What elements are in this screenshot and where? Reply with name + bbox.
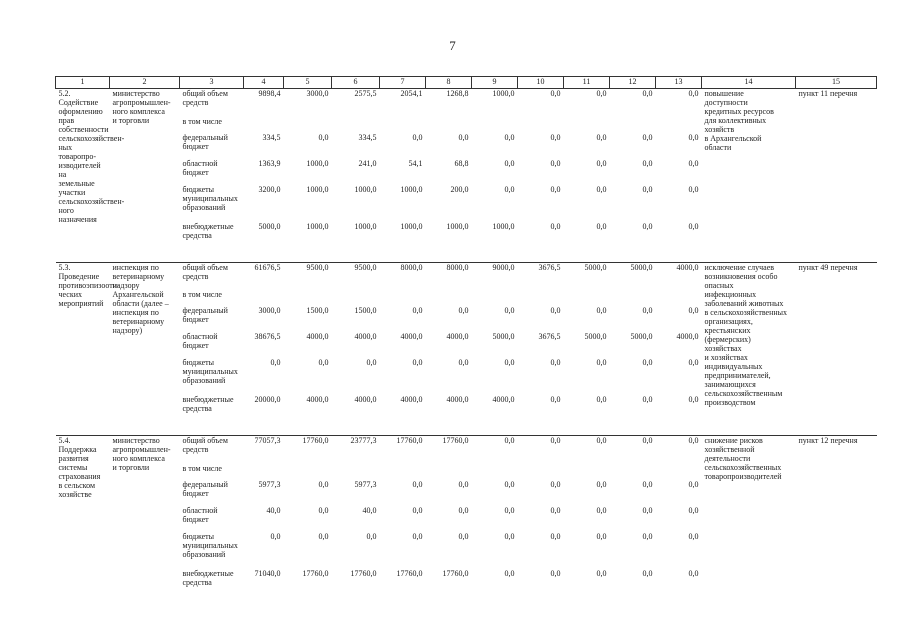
amount-cell (426, 117, 472, 133)
amount-cell (610, 117, 656, 133)
amount-cell: 0,0 (642, 158, 653, 168)
amount-cell: 0,0 (596, 132, 607, 142)
header-row (56, 77, 877, 89)
column-header: 1 (56, 77, 110, 89)
executor: министерство агропромышлен- ного комплекса и торговли (110, 89, 180, 248)
amount-cell: 0,0 (504, 531, 515, 541)
amount-cell: 2575,5 (332, 89, 380, 117)
amount-cell: 40,0 (362, 505, 377, 515)
amount-cell: 0,0 (412, 306, 423, 315)
amount-cell (332, 290, 380, 306)
amount-cell: 5000,0 (610, 262, 656, 290)
funding-source: федеральный бюджет (182, 306, 228, 324)
amount-cell: 4000,0 (446, 395, 469, 404)
amount-cell: 0,0 (688, 184, 699, 194)
amount-cell: 0,0 (412, 132, 423, 142)
amount-cell: 1000,0 (306, 221, 329, 231)
amount-cell: 0,0 (504, 568, 515, 578)
amount-cell: 1000,0 (354, 184, 377, 194)
amount-cell: 0,0 (550, 395, 561, 404)
column-header: 8 (426, 77, 472, 89)
amount-cell: 5000,0 (564, 262, 610, 290)
amount-cell: 17760,0 (442, 568, 469, 578)
amount-cell: 4000,0 (676, 332, 699, 341)
amount-cell: 0,0 (550, 158, 561, 168)
funding-source: общий объем средств (180, 89, 244, 117)
gap-cell (56, 248, 877, 263)
amount-cell (610, 290, 656, 306)
budget-table (55, 76, 877, 595)
expected-result: исключение случаев возникновения особо опасных инфекционных заболеваний животных в сельскохозяйственных организациях, крестьянских (фермерских) хозяйствах и хозяйствах индивидуальных предпринимателей, занимающихся сельскохозяйственным производством (702, 262, 796, 421)
funding-source: областной бюджет (182, 332, 218, 350)
amount-cell (244, 117, 284, 133)
column-header: 6 (332, 77, 380, 89)
amount-cell: 1000,0 (492, 221, 515, 231)
amount-cell: 1268,8 (426, 89, 472, 117)
amount-cell: 1500,0 (306, 306, 329, 315)
amount-cell: 0,0 (688, 531, 699, 541)
amount-cell: 0,0 (656, 89, 702, 117)
amount-cell: 0,0 (458, 505, 469, 515)
amount-cell: 0,0 (642, 184, 653, 194)
amount-cell: 3676,5 (538, 332, 561, 341)
column-header: 7 (380, 77, 426, 89)
amount-cell: 0,0 (366, 531, 377, 541)
amount-cell: 0,0 (366, 358, 377, 367)
amount-cell (518, 464, 564, 480)
column-header: 14 (702, 77, 796, 89)
amount-cell (518, 290, 564, 306)
executor: министерство агропромышлен- ного комплекса и торговли (110, 436, 180, 595)
amount-cell: 0,0 (642, 306, 653, 315)
amount-cell: 0,0 (458, 479, 469, 489)
amount-cell: 4000,0 (306, 395, 329, 404)
amount-cell (564, 464, 610, 480)
amount-cell: 0,0 (642, 531, 653, 541)
amount-cell: 3000,0 (258, 306, 281, 315)
amount-cell: 0,0 (458, 358, 469, 367)
amount-cell: 0,0 (458, 306, 469, 315)
amount-cell: 0,0 (412, 479, 423, 489)
amount-cell: 0,0 (318, 505, 329, 515)
funding-source: федеральный бюджет (182, 132, 228, 151)
amount-cell (284, 290, 332, 306)
amount-cell: 0,0 (504, 184, 515, 194)
list-reference: пункт 12 перечня (796, 436, 877, 595)
amount-cell: 0,0 (642, 505, 653, 515)
amount-cell: 0,0 (270, 531, 281, 541)
amount-cell: 23777,3 (332, 436, 380, 464)
amount-cell: 0,0 (688, 306, 699, 315)
amount-cell (656, 117, 702, 133)
amount-cell: 0,0 (688, 395, 699, 404)
amount-cell: 0,0 (596, 184, 607, 194)
column-header: 9 (472, 77, 518, 89)
amount-cell: 1000,0 (354, 221, 377, 231)
amount-cell: 4000,0 (492, 395, 515, 404)
column-header: 4 (244, 77, 284, 89)
table-row (56, 89, 877, 117)
amount-cell: 0,0 (550, 358, 561, 367)
amount-cell: 0,0 (688, 358, 699, 367)
amount-cell: 0,0 (596, 531, 607, 541)
amount-cell: 1000,0 (472, 89, 518, 117)
amount-cell: 1000,0 (306, 184, 329, 194)
amount-cell: 17760,0 (350, 568, 377, 578)
amount-cell: 0,0 (596, 505, 607, 515)
amount-cell: 0,0 (550, 531, 561, 541)
column-header: 10 (518, 77, 564, 89)
amount-cell: 9000,0 (472, 262, 518, 290)
column-header: 3 (180, 77, 244, 89)
amount-cell: 2054,1 (380, 89, 426, 117)
amount-cell: 0,0 (412, 531, 423, 541)
amount-cell: 1000,0 (306, 158, 329, 168)
amount-cell (332, 117, 380, 133)
amount-cell: 0,0 (504, 479, 515, 489)
amount-cell: 0,0 (550, 505, 561, 515)
funding-source: общий объем средств (180, 436, 244, 464)
amount-cell: 1363,9 (258, 158, 281, 168)
amount-cell: 0,0 (642, 132, 653, 142)
amount-cell (564, 290, 610, 306)
amount-cell: 3000,0 (284, 89, 332, 117)
amount-cell: 0,0 (412, 505, 423, 515)
amount-cell: 1000,0 (446, 221, 469, 231)
amount-cell: 0,0 (564, 436, 610, 464)
funding-source: в том числе (182, 116, 222, 126)
amount-cell (426, 464, 472, 480)
amount-cell: 0,0 (504, 158, 515, 168)
amount-cell: 17760,0 (302, 568, 329, 578)
amount-cell: 0,0 (318, 531, 329, 541)
amount-cell (472, 464, 518, 480)
amount-cell: 4000,0 (446, 332, 469, 341)
amount-cell: 68,8 (454, 158, 469, 168)
funding-source: в том числе (182, 463, 222, 473)
amount-cell: 0,0 (596, 568, 607, 578)
funding-source: бюджеты муниципальных образований (182, 358, 238, 385)
amount-cell: 4000,0 (656, 262, 702, 290)
amount-cell: 5000,0 (630, 332, 653, 341)
amount-cell (284, 117, 332, 133)
amount-cell: 1500,0 (354, 306, 377, 315)
amount-cell: 20000,0 (254, 395, 281, 404)
amount-cell: 8000,0 (380, 262, 426, 290)
section-gap (56, 421, 877, 436)
column-header: 15 (796, 77, 877, 89)
amount-cell: 334,5 (358, 132, 377, 142)
amount-cell: 9500,0 (332, 262, 380, 290)
amount-cell (656, 464, 702, 480)
amount-cell: 0,0 (318, 358, 329, 367)
amount-cell: 0,0 (596, 158, 607, 168)
page-number: 7 (449, 38, 456, 53)
amount-cell: 0,0 (610, 436, 656, 464)
amount-cell: 9898,4 (244, 89, 284, 117)
amount-cell: 0,0 (688, 132, 699, 142)
list-reference: пункт 11 перечня (796, 89, 877, 248)
amount-cell: 5000,0 (584, 332, 607, 341)
amount-cell: 0,0 (596, 358, 607, 367)
amount-cell: 0,0 (270, 358, 281, 367)
amount-cell: 0,0 (688, 158, 699, 168)
amount-cell: 4000,0 (400, 332, 423, 341)
table-row (56, 436, 877, 464)
amount-cell: 0,0 (656, 436, 702, 464)
amount-cell: 0,0 (550, 568, 561, 578)
amount-cell: 0,0 (642, 568, 653, 578)
amount-cell: 0,0 (688, 221, 699, 231)
amount-cell: 0,0 (596, 479, 607, 489)
amount-cell: 241,0 (358, 158, 377, 168)
amount-cell: 0,0 (642, 358, 653, 367)
amount-cell: 0,0 (458, 132, 469, 142)
amount-cell: 4000,0 (354, 395, 377, 404)
amount-cell: 17760,0 (380, 436, 426, 464)
amount-cell (426, 290, 472, 306)
amount-cell: 0,0 (550, 132, 561, 142)
amount-cell: 200,0 (450, 184, 469, 194)
amount-cell: 5000,0 (258, 221, 281, 231)
amount-cell: 0,0 (504, 306, 515, 315)
amount-cell: 0,0 (504, 358, 515, 367)
amount-cell: 0,0 (318, 132, 329, 142)
amount-cell: 0,0 (642, 221, 653, 231)
amount-cell: 0,0 (550, 221, 561, 231)
amount-cell: 4000,0 (400, 395, 423, 404)
amount-cell (332, 464, 380, 480)
amount-cell: 38676,5 (254, 332, 281, 341)
funding-source: бюджеты муниципальных образований (182, 531, 238, 559)
amount-cell (564, 117, 610, 133)
amount-cell (610, 464, 656, 480)
amount-cell: 0,0 (642, 395, 653, 404)
amount-cell (380, 464, 426, 480)
amount-cell: 4000,0 (306, 332, 329, 341)
amount-cell (472, 117, 518, 133)
amount-cell: 0,0 (550, 479, 561, 489)
amount-cell: 334,5 (262, 132, 281, 142)
funding-source: бюджеты муниципальных образований (182, 184, 238, 212)
amount-cell (656, 290, 702, 306)
amount-cell (380, 117, 426, 133)
amount-cell (244, 290, 284, 306)
amount-cell: 0,0 (596, 306, 607, 315)
amount-cell: 0,0 (504, 505, 515, 515)
amount-cell (380, 290, 426, 306)
funding-source: в том числе (182, 290, 222, 299)
amount-cell: 1000,0 (400, 221, 423, 231)
amount-cell: 61676,5 (244, 262, 284, 290)
amount-cell: 0,0 (688, 505, 699, 515)
funding-source: областной бюджет (182, 158, 218, 177)
column-header: 5 (284, 77, 332, 89)
expected-result: снижение рисков хозяйственной деятельности сельскохозяйственных товаропроизводителей (702, 436, 796, 595)
funding-source: федеральный бюджет (182, 479, 228, 498)
amount-cell: 71040,0 (254, 568, 281, 578)
amount-cell: 0,0 (518, 89, 564, 117)
measure-name: 5.3. Проведение противоэпизооти- ческих мероприятий (56, 262, 110, 421)
amount-cell: 0,0 (596, 395, 607, 404)
amount-cell: 4000,0 (354, 332, 377, 341)
amount-cell (472, 290, 518, 306)
amount-cell: 0,0 (504, 132, 515, 142)
amount-cell: 0,0 (642, 479, 653, 489)
amount-cell: 40,0 (266, 505, 281, 515)
column-header: 11 (564, 77, 610, 89)
expected-result: повышение доступности кредитных ресурсов для коллективных хозяйств в Архангельской области (702, 89, 796, 248)
funding-source: областной бюджет (182, 505, 218, 524)
list-reference: пункт 49 перечня (796, 262, 877, 421)
section-gap (56, 248, 877, 263)
amount-cell: 0,0 (318, 479, 329, 489)
amount-cell: 0,0 (550, 184, 561, 194)
amount-cell: 0,0 (688, 479, 699, 489)
amount-cell: 1000,0 (400, 184, 423, 194)
amount-cell: 0,0 (412, 358, 423, 367)
amount-cell: 0,0 (610, 89, 656, 117)
amount-cell: 0,0 (688, 568, 699, 578)
amount-cell: 0,0 (518, 436, 564, 464)
column-header: 12 (610, 77, 656, 89)
funding-source: внебюджетные средства (182, 221, 234, 240)
funding-source: внебюджетные средства (182, 395, 234, 413)
amount-cell: 5977,3 (258, 479, 281, 489)
funding-source: внебюджетные средства (182, 568, 234, 587)
amount-cell: 17760,0 (396, 568, 423, 578)
amount-cell: 5000,0 (492, 332, 515, 341)
amount-cell: 8000,0 (426, 262, 472, 290)
amount-cell: 17760,0 (284, 436, 332, 464)
amount-cell: 0,0 (550, 306, 561, 315)
measure-name: 5.2. Содействие оформлению прав собственности сельскохозяйствен- ных товаропро- изводителей на земельные участки сельскохозяйствен- ного назначения (56, 89, 110, 248)
executor: инспекция по ветеринарному надзору Архангельской области (далее – инспекция по ветеринарному надзору) (110, 262, 180, 421)
amount-cell (244, 464, 284, 480)
amount-cell: 9500,0 (284, 262, 332, 290)
funding-source: общий объем средств (180, 262, 244, 290)
amount-cell: 17760,0 (426, 436, 472, 464)
gap-cell (56, 421, 877, 436)
amount-cell: 0,0 (596, 221, 607, 231)
amount-cell: 3200,0 (258, 184, 281, 194)
column-header: 13 (656, 77, 702, 89)
amount-cell (518, 117, 564, 133)
amount-cell: 0,0 (458, 531, 469, 541)
amount-cell: 3676,5 (518, 262, 564, 290)
amount-cell: 77057,3 (244, 436, 284, 464)
column-header: 2 (110, 77, 180, 89)
amount-cell: 0,0 (472, 436, 518, 464)
amount-cell: 54,1 (408, 158, 423, 168)
amount-cell (284, 464, 332, 480)
table-row (56, 262, 877, 290)
measure-name: 5.4. Поддержка развития системы страхования в сельском хозяйстве (56, 436, 110, 595)
amount-cell: 0,0 (564, 89, 610, 117)
amount-cell: 5977,3 (354, 479, 377, 489)
